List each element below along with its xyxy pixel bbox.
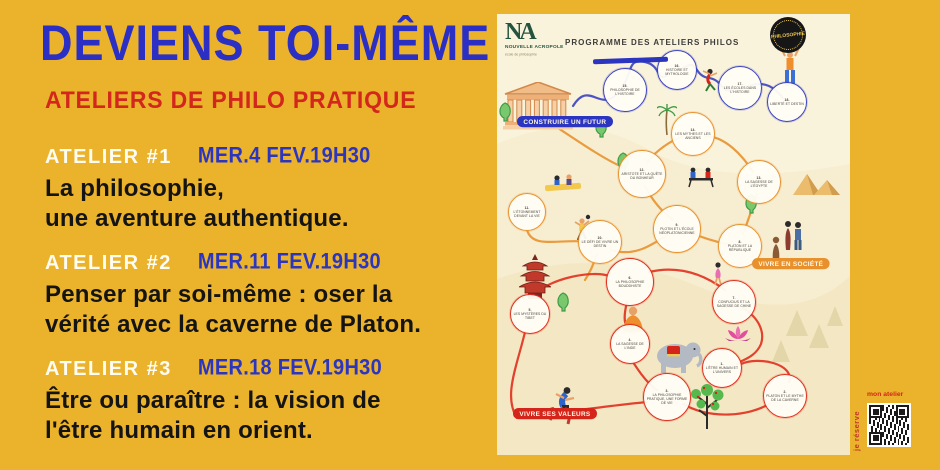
runner-illustration — [547, 386, 581, 426]
reserve-side-label: je réserve — [852, 410, 861, 451]
elephant-illustration — [649, 338, 703, 374]
leafy-tree-illustration — [689, 382, 725, 430]
badge-label: PHILOSOPHIE — [770, 30, 806, 40]
banner-subtitle: ATELIERS DE PHILO PRATIQUE — [45, 86, 417, 114]
na-name: NOUVELLE ACROPOLE — [505, 44, 564, 50]
atelier-3-header — [45, 355, 495, 381]
station-16: 16. HISTOIRE ET MYTHOLOGIE — [657, 50, 697, 90]
station-7: 7. CONFUCIUS ET LA SAGESSE DE CHINE — [712, 280, 756, 324]
desc-line: Être ou paraître : la vision de — [45, 387, 381, 414]
section-badge: VIVRE EN SOCIÉTÉ — [752, 258, 830, 269]
couple-table-illustration — [683, 166, 719, 188]
desc-line: Penser par soi-même : oser la — [45, 281, 393, 308]
station-15: 15. PHILOSOPHIE DE L'HISTOIRE — [603, 68, 647, 112]
poster-title: PROGRAMME DES ATELIERS PHILOS — [565, 38, 740, 47]
pagoda-illustration — [519, 254, 551, 300]
philosophie-stamp-badge — [770, 17, 806, 53]
station-14: 14. LES MYTHES ET LES ANCIENS — [671, 112, 715, 156]
na-monogram: NA — [505, 19, 534, 45]
atelier-3-description — [45, 386, 495, 447]
atelier-2-date: MER.11 FEV.19H30 — [197, 249, 381, 274]
station-9: 9. PLOTIN ET L'ÉCOLE NÉOPLATONICIENNE — [653, 205, 701, 253]
society-pair-illustration — [781, 220, 805, 252]
pyramids-illustration — [793, 172, 841, 196]
station-17: 17. LES ÉCOLES DANS L'HISTOIRE — [718, 66, 762, 110]
section-badge: VIVRE SES VALEURS — [513, 408, 597, 419]
atelier-3-date: MER.18 FEV.19H30 — [197, 355, 383, 380]
atelier-1-label: ATELIER #1 — [45, 146, 172, 168]
desc-line: La philosophie, — [45, 175, 225, 202]
atelier-2-description — [45, 280, 495, 341]
desc-line: l'être humain en orient. — [45, 417, 313, 445]
atelier-3-label: ATELIER #3 — [45, 358, 172, 380]
na-tagline: école de philosophie — [505, 53, 537, 57]
atelier-1-description — [45, 174, 495, 235]
atelier-1-header — [45, 143, 495, 169]
page-title: DEVIENS TOI-MÊME — [40, 14, 491, 72]
reserve-top-label: mon atelier — [867, 390, 904, 398]
atelier-1-date: MER.4 FEV.19H30 — [197, 143, 371, 168]
station-10: 10. LE DÉFI DE VIVRE UN DESTIN — [578, 220, 622, 264]
desc-line: une aventure authentique. — [45, 205, 349, 233]
atelier-2-label: ATELIER #2 — [45, 252, 172, 274]
bush-illustration — [497, 102, 513, 122]
station-18: 18. LIBERTÉ ET DESTIN — [767, 82, 807, 122]
station-2: 2. PLATON ET LE MYTHE DE LA CAVERNE — [763, 374, 807, 418]
bush-illustration — [555, 292, 571, 312]
atelier-3-block — [45, 355, 495, 447]
station-4: 4. LA SAGESSE DE L'INDE — [610, 324, 650, 364]
station-6: 6. LA PHILOSOPHIE BOUDDHISTE — [606, 258, 654, 306]
reservation-block — [850, 388, 922, 460]
station-3: 3. LA PHILOSOPHIE PRATIQUE, UNE FORME DE VIE — [643, 373, 691, 421]
station-13: 13. LA SAGESSE DE L'ÉGYPTE — [737, 160, 781, 204]
reading-pair-illustration — [545, 172, 583, 192]
station-12: 12. ARISTOTE ET LA QUÊTE DU BONHEUR — [618, 150, 666, 198]
dancer-illustration — [701, 68, 719, 92]
atelier-2-header — [45, 249, 495, 275]
station-8: 8. PLATON ET LA RÉPUBLIQUE — [718, 224, 762, 268]
desc-line: vérité avec la caverne de Platon. — [45, 311, 422, 339]
lotus-illustration — [725, 326, 751, 342]
atelier-2-block — [45, 249, 495, 341]
program-poster — [497, 14, 850, 455]
atelier-1-block — [45, 143, 495, 235]
station-5: 5. LES MYSTÈRES DU TIBET — [510, 294, 550, 334]
station-1: 1. L'ÊTRE HUMAIN ET L'UNIVERS — [702, 348, 742, 388]
qr-code — [867, 403, 911, 447]
section-badge: CONSTRUIRE UN FUTUR — [517, 116, 613, 127]
station-11: 11. L'ÉTONNEMENT DEVANT LA VIE — [508, 193, 546, 231]
